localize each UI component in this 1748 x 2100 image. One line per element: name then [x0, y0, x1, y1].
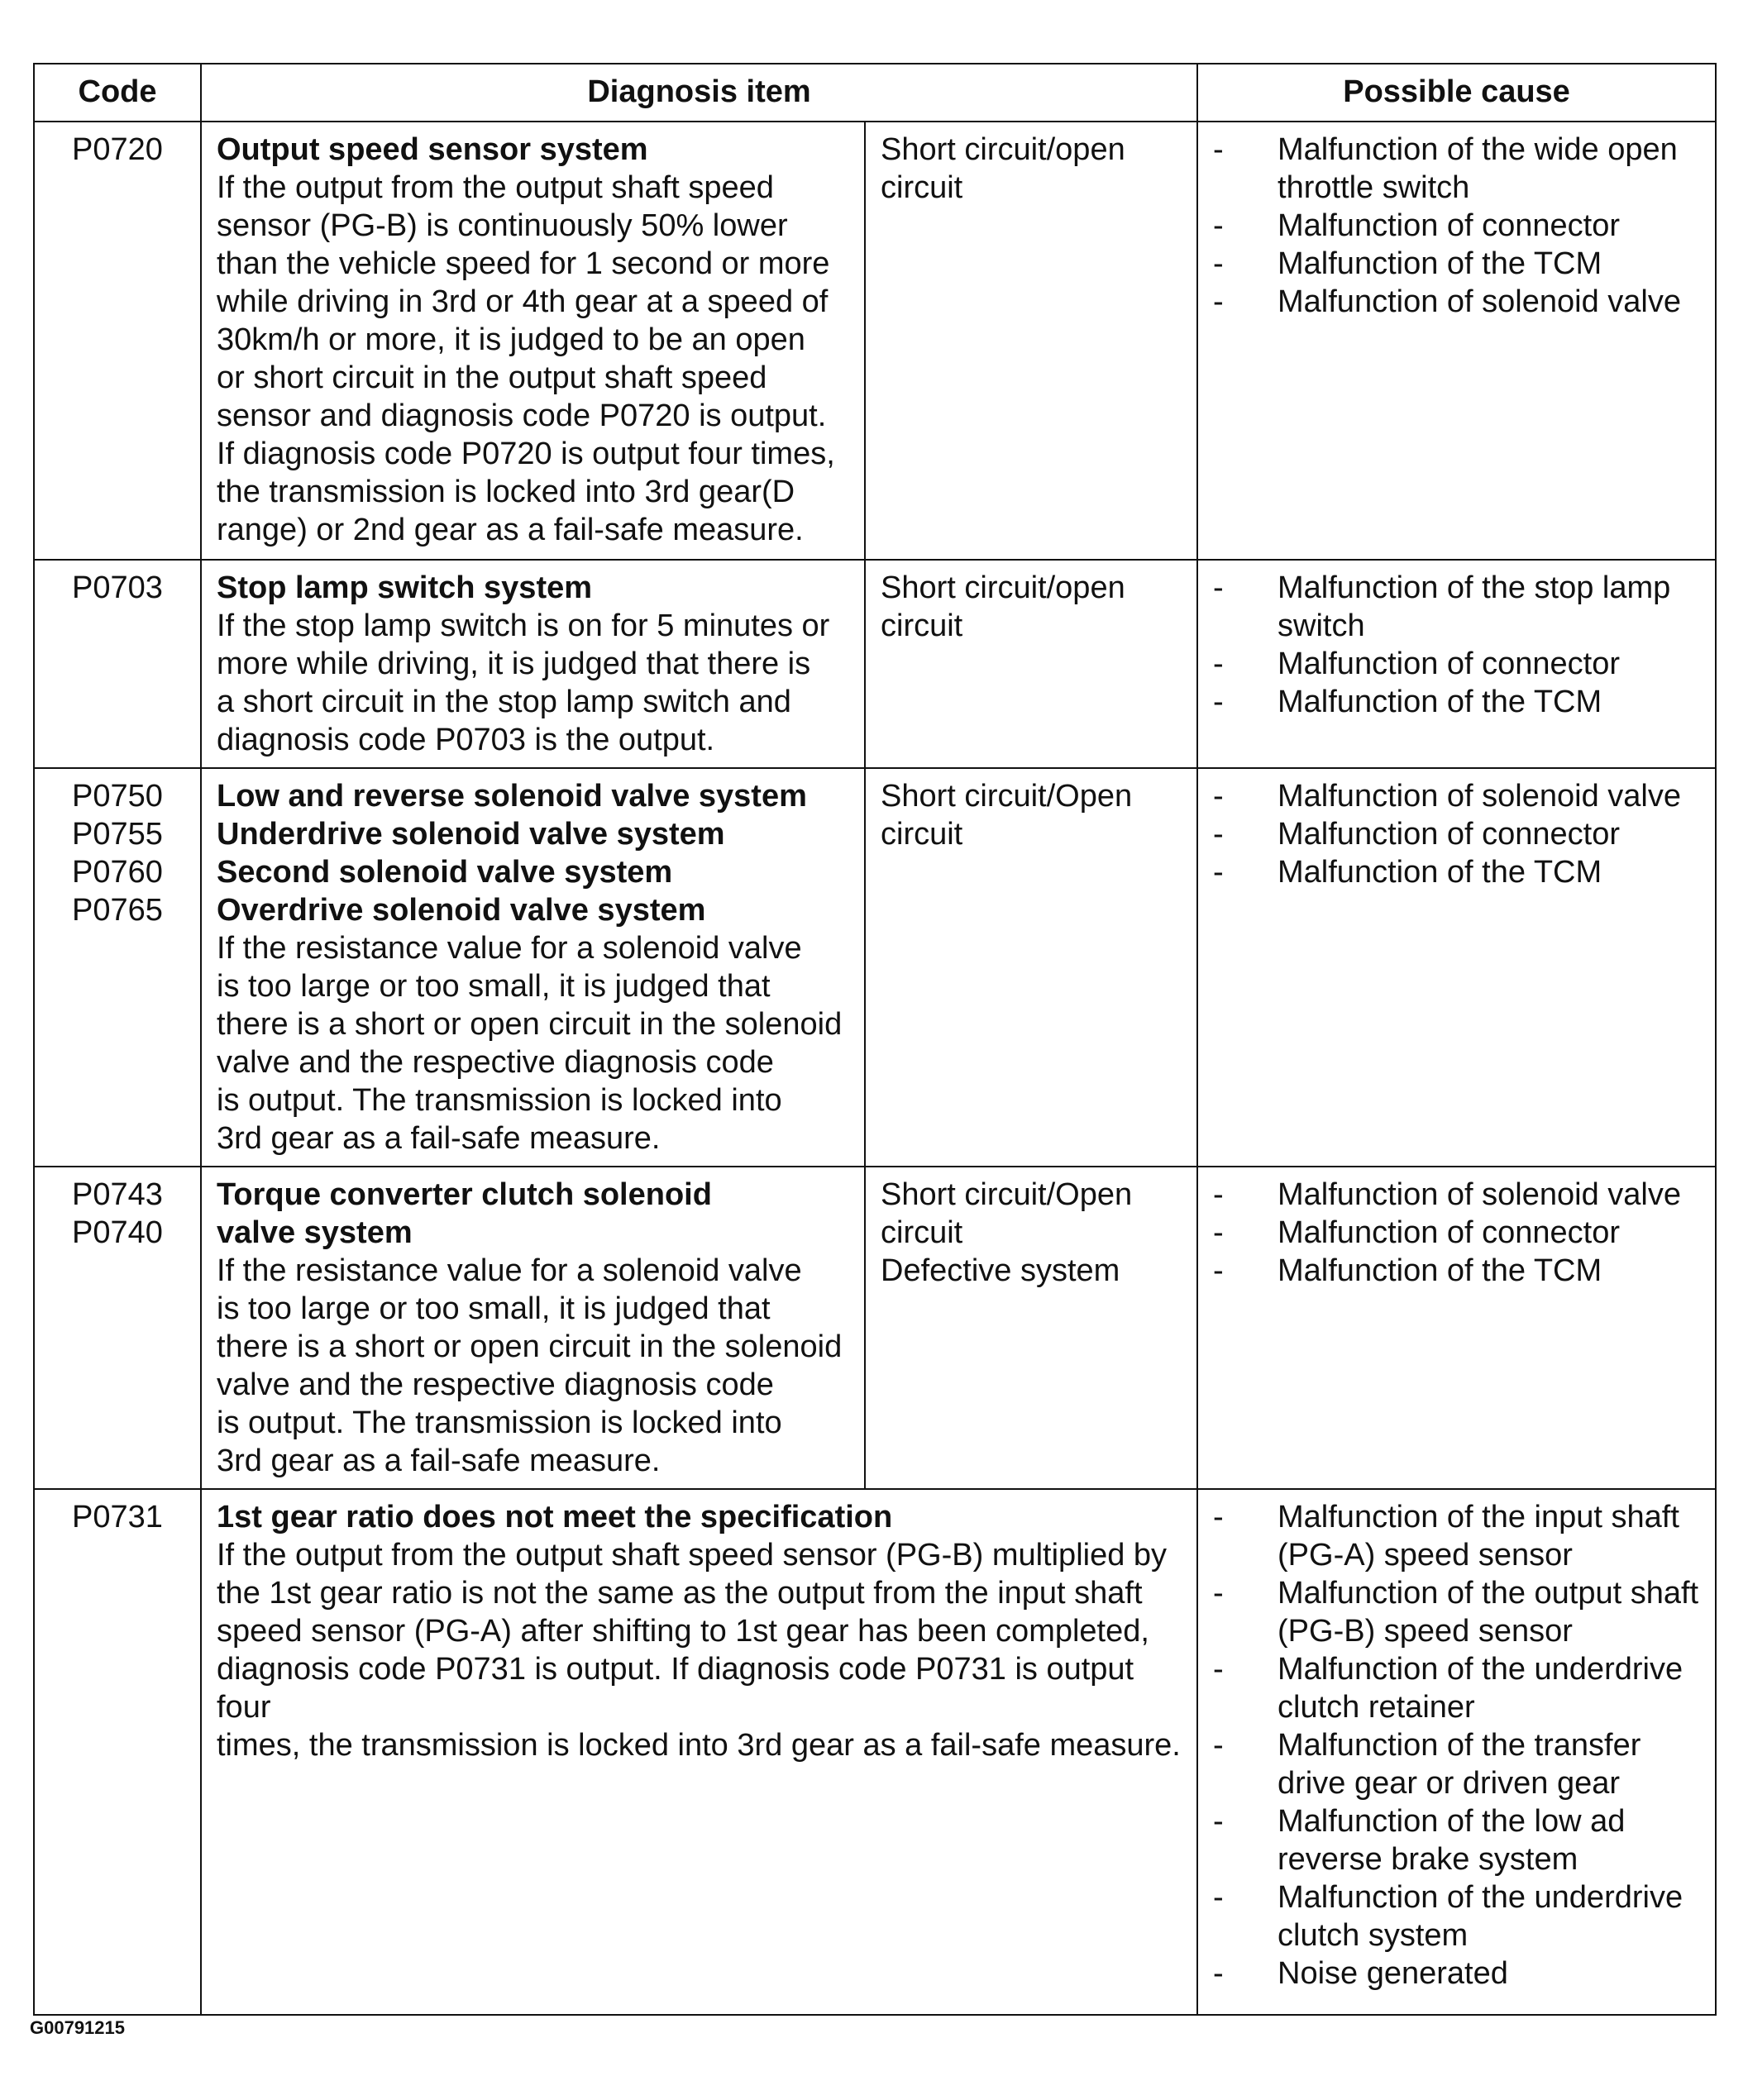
possible-cause-cell [1197, 1489, 1716, 2015]
dash-bullet-icon: - [1213, 570, 1224, 605]
cause-item [1213, 853, 1700, 891]
code-cell [34, 122, 201, 560]
dash-bullet-icon: - [1213, 1804, 1224, 1839]
diagnosis-description-line: is too large or too small, it is judged that [217, 1291, 771, 1326]
table-row [34, 768, 1716, 1167]
cause-text: Malfunction of the input shaft (PG-A) speed sensor [1278, 1500, 1679, 1573]
condition-text: circuit [881, 1215, 963, 1250]
cause-text: Malfunction of connector [1278, 1215, 1621, 1250]
diagnosis-description-line: a short circuit in the stop lamp switch and [217, 685, 791, 719]
dash-bullet-icon: - [1213, 855, 1224, 890]
cause-list [1213, 569, 1700, 721]
dash-bullet-icon: - [1213, 208, 1224, 243]
cause-item [1213, 1954, 1700, 1993]
diagnosis-description-line: valve and the respective diagnosis code [217, 1045, 774, 1080]
diagnosis-description-line: the transmission is locked into 3rd gear(D [217, 475, 795, 509]
cause-item [1213, 1878, 1700, 1954]
table-row [34, 560, 1716, 768]
cause-item [1213, 283, 1700, 321]
cause-item [1213, 1214, 1700, 1252]
code-cell [34, 560, 201, 768]
cause-item [1213, 245, 1700, 283]
diagnosis-description-line: there is a short or open circuit in the solenoid [217, 1007, 843, 1042]
diagnosis-description-line: range) or 2nd gear as a fail-safe measure. [217, 513, 804, 547]
cause-item [1213, 815, 1700, 853]
cause-item [1213, 1498, 1700, 1574]
condition-text: Short circuit/Open [881, 1177, 1133, 1212]
condition-cell [865, 1167, 1197, 1489]
cause-text: Malfunction of the output shaft (PG-B) speed sensor [1278, 1576, 1699, 1649]
cause-text: Malfunction of the low ad reverse brake system [1278, 1804, 1626, 1877]
cause-text: Malfunction of connector [1278, 647, 1621, 681]
diagnosis-code: P0755 [72, 817, 163, 852]
diagnosis-code: P0740 [72, 1215, 163, 1250]
diagnosis-description-line: If the resistance value for a solenoid valve [217, 1253, 802, 1288]
diagnosis-description-line: valve and the respective diagnosis code [217, 1367, 774, 1402]
diagnosis-item-cell [201, 1489, 1197, 2015]
diagnosis-item-title: Torque converter clutch solenoid [217, 1177, 712, 1212]
cause-text: Malfunction of the TCM [1278, 685, 1602, 719]
dash-bullet-icon: - [1213, 1177, 1224, 1212]
dash-bullet-icon: - [1213, 1880, 1224, 1915]
diagnosis-item-cell [201, 560, 865, 768]
cause-item [1213, 1252, 1700, 1290]
diagnosis-description-line: more while driving, it is judged that there is [217, 647, 811, 681]
diagnosis-description-line: while driving in 3rd or 4th gear at a speed of [217, 284, 829, 319]
diagnosis-description-line: speed sensor (PG-A) after shifting to 1st gear has been completed, [217, 1614, 1149, 1649]
code-cell [34, 1167, 201, 1489]
table-body [34, 122, 1716, 2015]
header-code: Code [34, 64, 201, 122]
diagnosis-item-cell [201, 1167, 865, 1489]
diagnosis-item-title: valve system [217, 1215, 413, 1250]
cause-list [1213, 1498, 1700, 1993]
dash-bullet-icon: - [1213, 1956, 1224, 1991]
cause-text: Malfunction of solenoid valve [1278, 284, 1681, 319]
diagnosis-description-line: times, the transmission is locked into 3rd gear as a fail-safe measure. [217, 1728, 1181, 1763]
diagnosis-code: P0731 [72, 1500, 163, 1534]
diagnosis-code: P0703 [72, 570, 163, 605]
cause-text: Malfunction of the underdrive clutch system [1278, 1880, 1684, 1953]
diagnosis-description-line: sensor (PG-B) is continuously 50% lower [217, 208, 788, 243]
cause-item [1213, 645, 1700, 683]
diagnosis-description-line: is too large or too small, it is judged that [217, 969, 771, 1004]
header-diagnosis-item: Diagnosis item [201, 64, 1197, 122]
diagnosis-code: P0765 [72, 893, 163, 928]
cause-text: Malfunction of solenoid valve [1278, 779, 1681, 814]
diagnosis-code: P0760 [72, 855, 163, 890]
cause-text: Noise generated [1278, 1956, 1508, 1991]
diagnosis-description-line: sensor and diagnosis code P0720 is output. [217, 399, 827, 433]
diagnosis-description-line: 3rd gear as a fail-safe measure. [217, 1444, 661, 1478]
diagnosis-table [33, 63, 1717, 2016]
dash-bullet-icon: - [1213, 647, 1224, 681]
code-cell [34, 1489, 201, 2015]
table-row [34, 122, 1716, 560]
possible-cause-cell [1197, 122, 1716, 560]
diagnosis-description-line: is output. The transmission is locked into [217, 1406, 782, 1440]
diagnosis-description-line: If the resistance value for a solenoid valve [217, 931, 802, 966]
dash-bullet-icon: - [1213, 1728, 1224, 1763]
condition-text: circuit [881, 609, 963, 643]
condition-text: Defective system [881, 1253, 1120, 1288]
cause-item [1213, 1574, 1700, 1650]
condition-text: Short circuit/open [881, 570, 1125, 605]
diagnosis-description-line: If the stop lamp switch is on for 5 minutes or [217, 609, 830, 643]
diagnosis-description-line: 30km/h or more, it is judged to be an open [217, 322, 805, 357]
condition-text: circuit [881, 170, 963, 205]
condition-text: circuit [881, 817, 963, 852]
cause-item [1213, 683, 1700, 721]
cause-text: Malfunction of the TCM [1278, 855, 1602, 890]
cause-text: Malfunction of the underdrive clutch retainer [1278, 1652, 1684, 1725]
diagnosis-description-line: diagnosis code P0703 is the output. [217, 723, 715, 757]
cause-text: Malfunction of solenoid valve [1278, 1177, 1681, 1212]
dash-bullet-icon: - [1213, 685, 1224, 719]
diagnosis-description-line: than the vehicle speed for 1 second or more [217, 246, 830, 281]
dash-bullet-icon: - [1213, 284, 1224, 319]
dash-bullet-icon: - [1213, 132, 1224, 167]
condition-text: Short circuit/Open [881, 779, 1133, 814]
diagnosis-description-line: or short circuit in the output shaft speed [217, 360, 767, 395]
diagnosis-item-title: Underdrive solenoid valve system [217, 817, 725, 852]
condition-cell [865, 560, 1197, 768]
diagnosis-description-line: is output. The transmission is locked into [217, 1083, 782, 1118]
diagnosis-description-line: If the output from the output shaft speed [217, 170, 774, 205]
cause-text: Malfunction of connector [1278, 208, 1621, 243]
table-row [34, 1167, 1716, 1489]
dash-bullet-icon: - [1213, 817, 1224, 852]
cause-item [1213, 131, 1700, 207]
diagnosis-item-title: Output speed sensor system [217, 132, 648, 167]
diagnosis-description-line: diagnosis code P0731 is output. If diagnosis code P0731 is output four [217, 1652, 1134, 1725]
cause-item [1213, 1802, 1700, 1878]
diagnosis-description-line: there is a short or open circuit in the solenoid [217, 1329, 843, 1364]
cause-item [1213, 777, 1700, 815]
cause-item [1213, 1650, 1700, 1726]
possible-cause-cell [1197, 1167, 1716, 1489]
cause-text: Malfunction of the wide open throttle switch [1278, 132, 1678, 205]
cause-list [1213, 777, 1700, 891]
diagnosis-item-title: 1st gear ratio does not meet the specification [217, 1500, 893, 1534]
condition-text: Short circuit/open [881, 132, 1125, 167]
header-possible-cause: Possible cause [1197, 64, 1716, 122]
dash-bullet-icon: - [1213, 1576, 1224, 1611]
cause-item [1213, 1176, 1700, 1214]
cause-text: Malfunction of the TCM [1278, 246, 1602, 281]
cause-item [1213, 207, 1700, 245]
diagnosis-item-title: Overdrive solenoid valve system [217, 893, 706, 928]
cause-item [1213, 569, 1700, 645]
cause-list [1213, 131, 1700, 321]
diagnosis-description-line: the 1st gear ratio is not the same as the output from the input shaft [217, 1576, 1143, 1611]
diagnosis-code: P0750 [72, 779, 163, 814]
possible-cause-cell [1197, 560, 1716, 768]
diagnosis-description-line: If the output from the output shaft speed sensor (PG-B) multiplied by [217, 1538, 1168, 1573]
condition-cell [865, 768, 1197, 1167]
condition-cell [865, 122, 1197, 560]
cause-text: Malfunction of the stop lamp switch [1278, 570, 1671, 643]
dash-bullet-icon: - [1213, 246, 1224, 281]
figure-code: G00791215 [30, 2017, 125, 2038]
possible-cause-cell [1197, 768, 1716, 1167]
diagnosis-description-line: 3rd gear as a fail-safe measure. [217, 1121, 661, 1156]
code-cell [34, 768, 201, 1167]
table-row [34, 1489, 1716, 2015]
diagnosis-item-cell [201, 122, 865, 560]
table-header-row [34, 64, 1716, 122]
cause-item [1213, 1726, 1700, 1802]
cause-text: Malfunction of the TCM [1278, 1253, 1602, 1288]
dash-bullet-icon: - [1213, 779, 1224, 814]
dash-bullet-icon: - [1213, 1253, 1224, 1288]
diagnosis-item-title: Stop lamp switch system [217, 570, 593, 605]
dash-bullet-icon: - [1213, 1215, 1224, 1250]
dash-bullet-icon: - [1213, 1652, 1224, 1687]
diagnosis-item-title: Second solenoid valve system [217, 855, 673, 890]
cause-text: Malfunction of connector [1278, 817, 1621, 852]
dash-bullet-icon: - [1213, 1500, 1224, 1534]
diagnosis-description-line: If diagnosis code P0720 is output four times, [217, 437, 835, 471]
diagnosis-code: P0743 [72, 1177, 163, 1212]
diagnosis-item-title: Low and reverse solenoid valve system [217, 779, 807, 814]
cause-list [1213, 1176, 1700, 1290]
cause-text: Malfunction of the transfer drive gear or driven gear [1278, 1728, 1641, 1801]
diagnosis-item-cell [201, 768, 865, 1167]
diagnosis-code: P0720 [72, 132, 163, 167]
